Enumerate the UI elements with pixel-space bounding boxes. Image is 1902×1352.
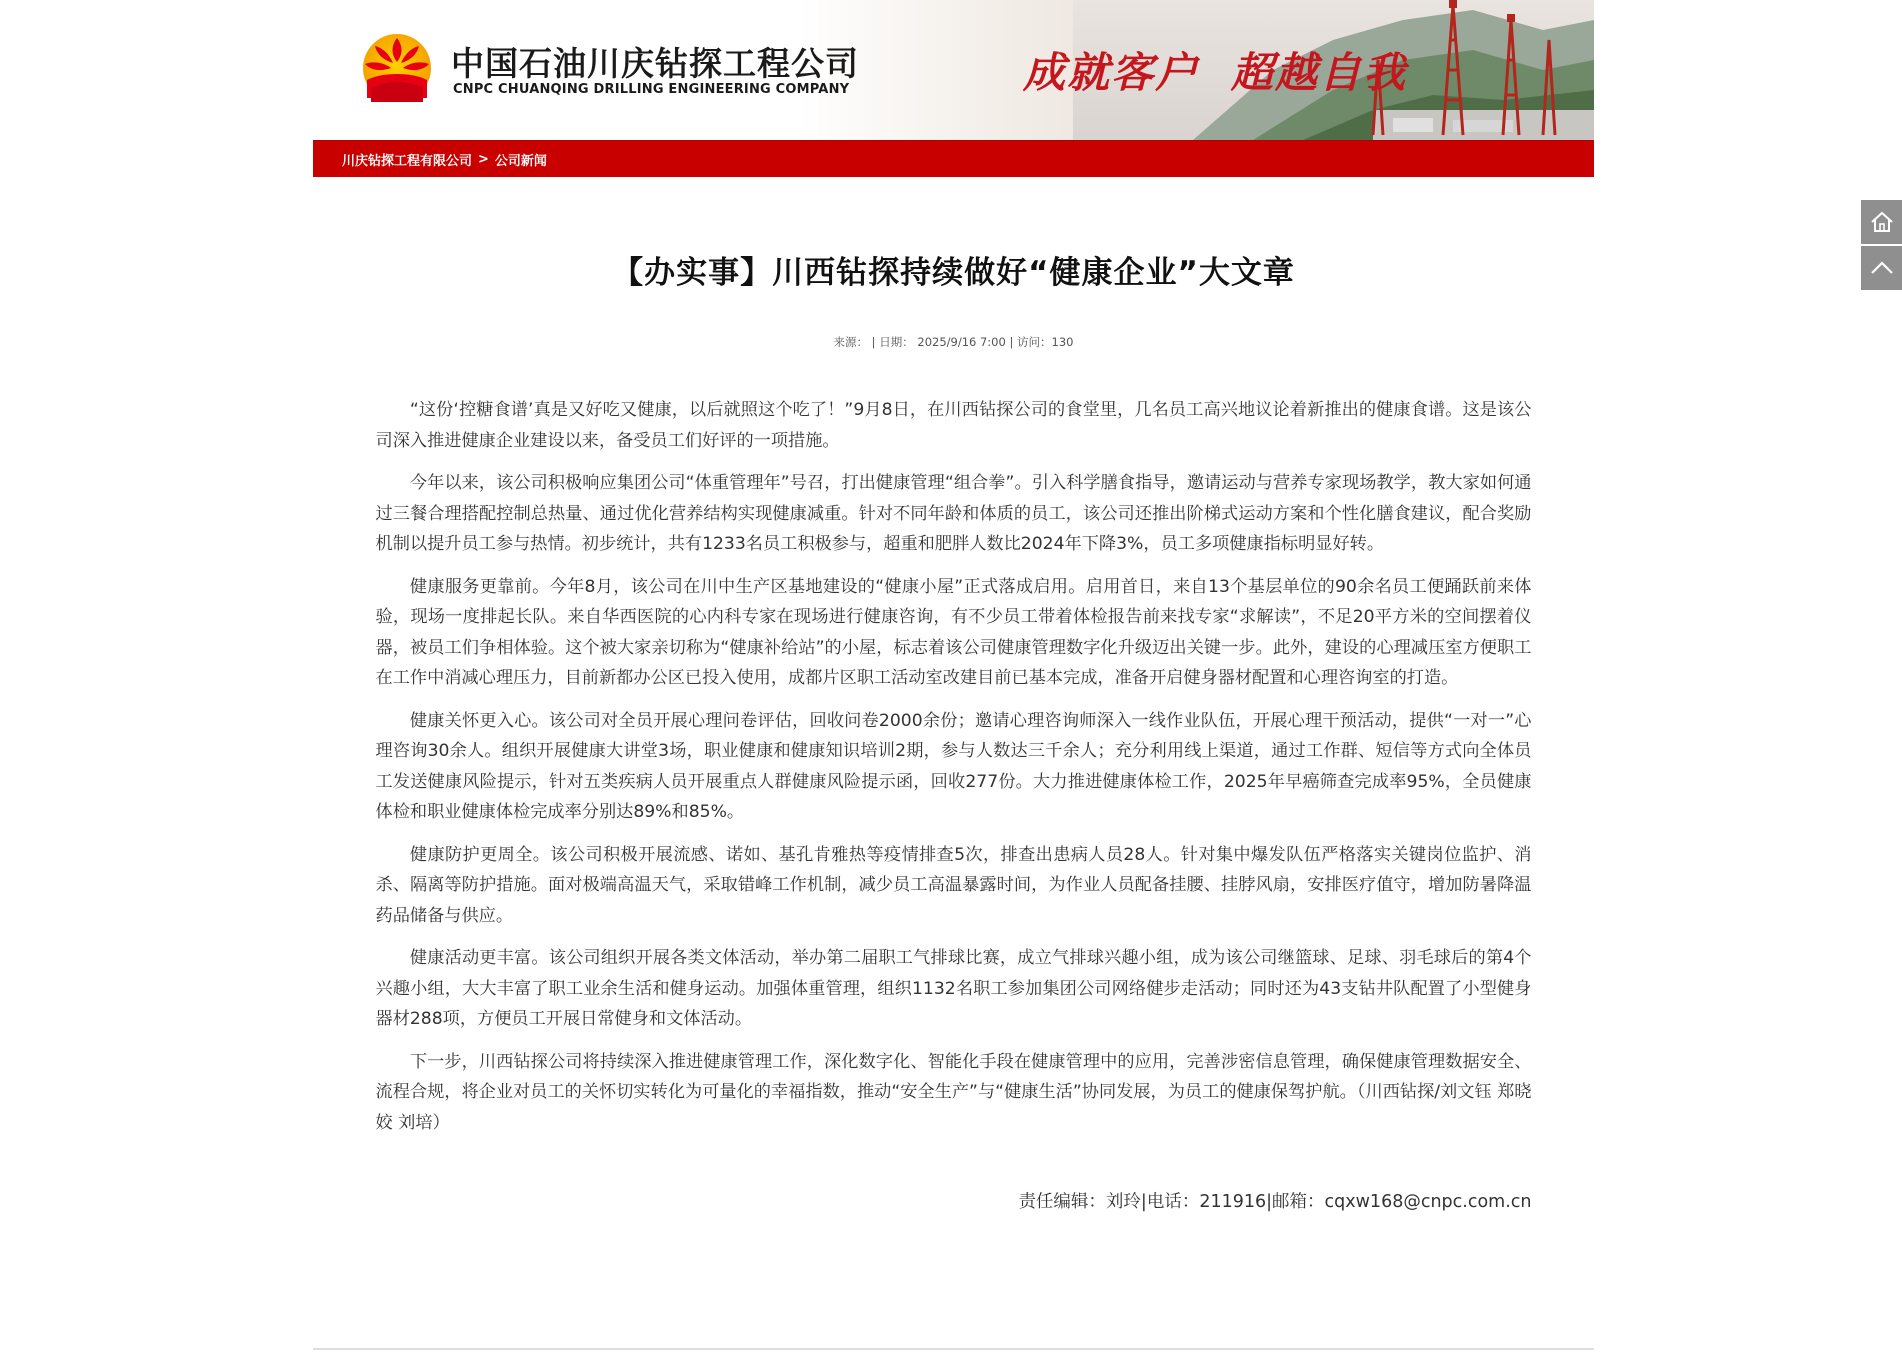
company-name-en: CNPC CHUANQING DRILLING ENGINEERING COMPANY [453,82,850,97]
breadcrumb-separator: > [478,151,489,167]
article-paragraph: 今年以来，该公司积极响应集团公司“体重管理年”号召，打出健康管理“组合拳”。引入科学膳食指导，邀请运动与营养专家现场教学，教大家如何通过三餐合理搭配控制总热量、通过优化营养结构实现健康减重。针对不同年龄和体质的员工，该公司还推出阶梯式运动方案和个性化膳食建议，配合奖励机制以提升员工参与热情。初步统计，共有1233名员工积极参与，超重和肥胖人数比2024年下降3%，员工多项健康指标明显好转。 [375,473,1532,554]
back-to-top-button[interactable] [1861,246,1902,290]
slogan [1023,40,1407,100]
slogan-part-1: 成就客户 [1023,48,1200,97]
article-paragraph: 下一步，川西钻探公司将持续深入推进健康管理工作，深化数字化、智能化手段在健康管理中的应用，完善涉密信息管理，确保健康管理数据安全、流程合规，将企业对员工的关怀切实转化为可量化的幸福指数，推动“安全生产”与“健康生活”协同发展，为员工的健康保驾护航。（川西钻探/刘文钰 郑晓姣 刘培） [375,1051,1532,1133]
article-paragraph: 健康活动更丰富。该公司组织开展各类文体活动，举办第二届职工气排球比赛，成立气排球兴趣小组，成为该公司继篮球、足球、羽毛球后的第4个兴趣小组，大大丰富了职工业余生活和健身运动。加强体重管理，组织1132名职工参加集团公司网络健步走活动；同时还为43支钻井队配置了小型健身器材288项，方便员工开展日常健身和文体活动。 [375,948,1532,1029]
home-button[interactable] [1861,200,1902,244]
back-to-top-icon [1869,255,1895,281]
article-paragraph: 健康防护更周全。该公司积极开展流感、诺如、基孔肯雅热等疫情排查5次，排查出患病人员28人。针对集中爆发队伍严格落实关键岗位监护、消杀、隔离等防护措施。面对极端高温天气，采取错峰工作机制，减少员工高温暴露时间，为作业人员配备挂腰、挂脖风扇，安排医疗值守，增加防暑降温药品储备与供应。 [375,844,1532,926]
article-paragraph: “这份‘控糖食谱’真是又好吃又健康，以后就照这个吃了！”9月8日，在川西钻探公司的食堂里，几名员工高兴地议论着新推出的健康食谱。这是该公司深入推进健康企业建设以来，备受员工们好评的一项措施。 [375,400,1532,451]
breadcrumb-current-link[interactable]: 公司新闻 [494,153,547,169]
article-paragraph: 健康服务更靠前。今年8月，该公司在川中生产区基地建设的“健康小屋”正式落成启用。启用首日，来自13个基层单位的90余名员工便踊跃前来体验，现场一度排起长队。来自华西医院的心内科专家在现场进行健康咨询，有不少员工带着体检报告前来找专家“求解读”，不足20平方米的空间摆着仪器，被员工们争相体验。这个被大家亲切称为“健康补给站”的小屋，标志着该公司健康管理数字化升级迈出关键一步。此外，建设的心理减压室方便职工在工作中消减心理压力，目前新都办公区已投入使用，成都片区职工活动室改建目前已基本完成，准备开启健身器材配置和心理咨询室的打造。 [375,576,1532,688]
slogan-part-2: 超越自我 [1231,48,1408,97]
article-content [376,395,1532,1138]
breadcrumb [313,140,1594,177]
article-paragraph: 健康关怀更入心。该公司对全员开展心理问卷评估，回收问卷2000余份；邀请心理咨询师深入一线作业队伍，开展心理干预活动，提供“一对一”心理咨询30余人。组织开展健康大讲堂3场，职业健康和健康知识培训2期，参与人数达三千余人；充分利用线上渠道，通过工作群、短信等方式向全体员工发送健康风险提示，针对五类疾病人员开展重点人群健康风险提示函，回收277份。大力推进健康体检工作，2025年早癌筛查完成率95%，全员健康体检和职业健康体检完成率分别达89%和85%。 [375,710,1532,822]
page-wrapper [313,0,1594,1213]
home-icon [1869,209,1895,235]
footer-divider [313,1348,1594,1350]
header-banner [313,0,1594,140]
breadcrumb-home-link[interactable]: 川庆钻探工程有限公司 [342,153,473,169]
cnpc-logo-icon [361,32,433,104]
editor-info: 责任编辑：刘玲|电话：211916|邮箱：cqxw168@cnpc.com.cn [1018,1192,1532,1212]
article-meta: 来源： | 日期： 2025/9/16 7:00 | 访问：130 [833,335,1074,349]
company-name-cn: 中国石油川庆钻探工程公司 [451,44,859,83]
side-toolbar [1861,200,1902,292]
article-title: 【办实事】川西钻探持续做好“健康企业”大文章 [612,255,1295,291]
